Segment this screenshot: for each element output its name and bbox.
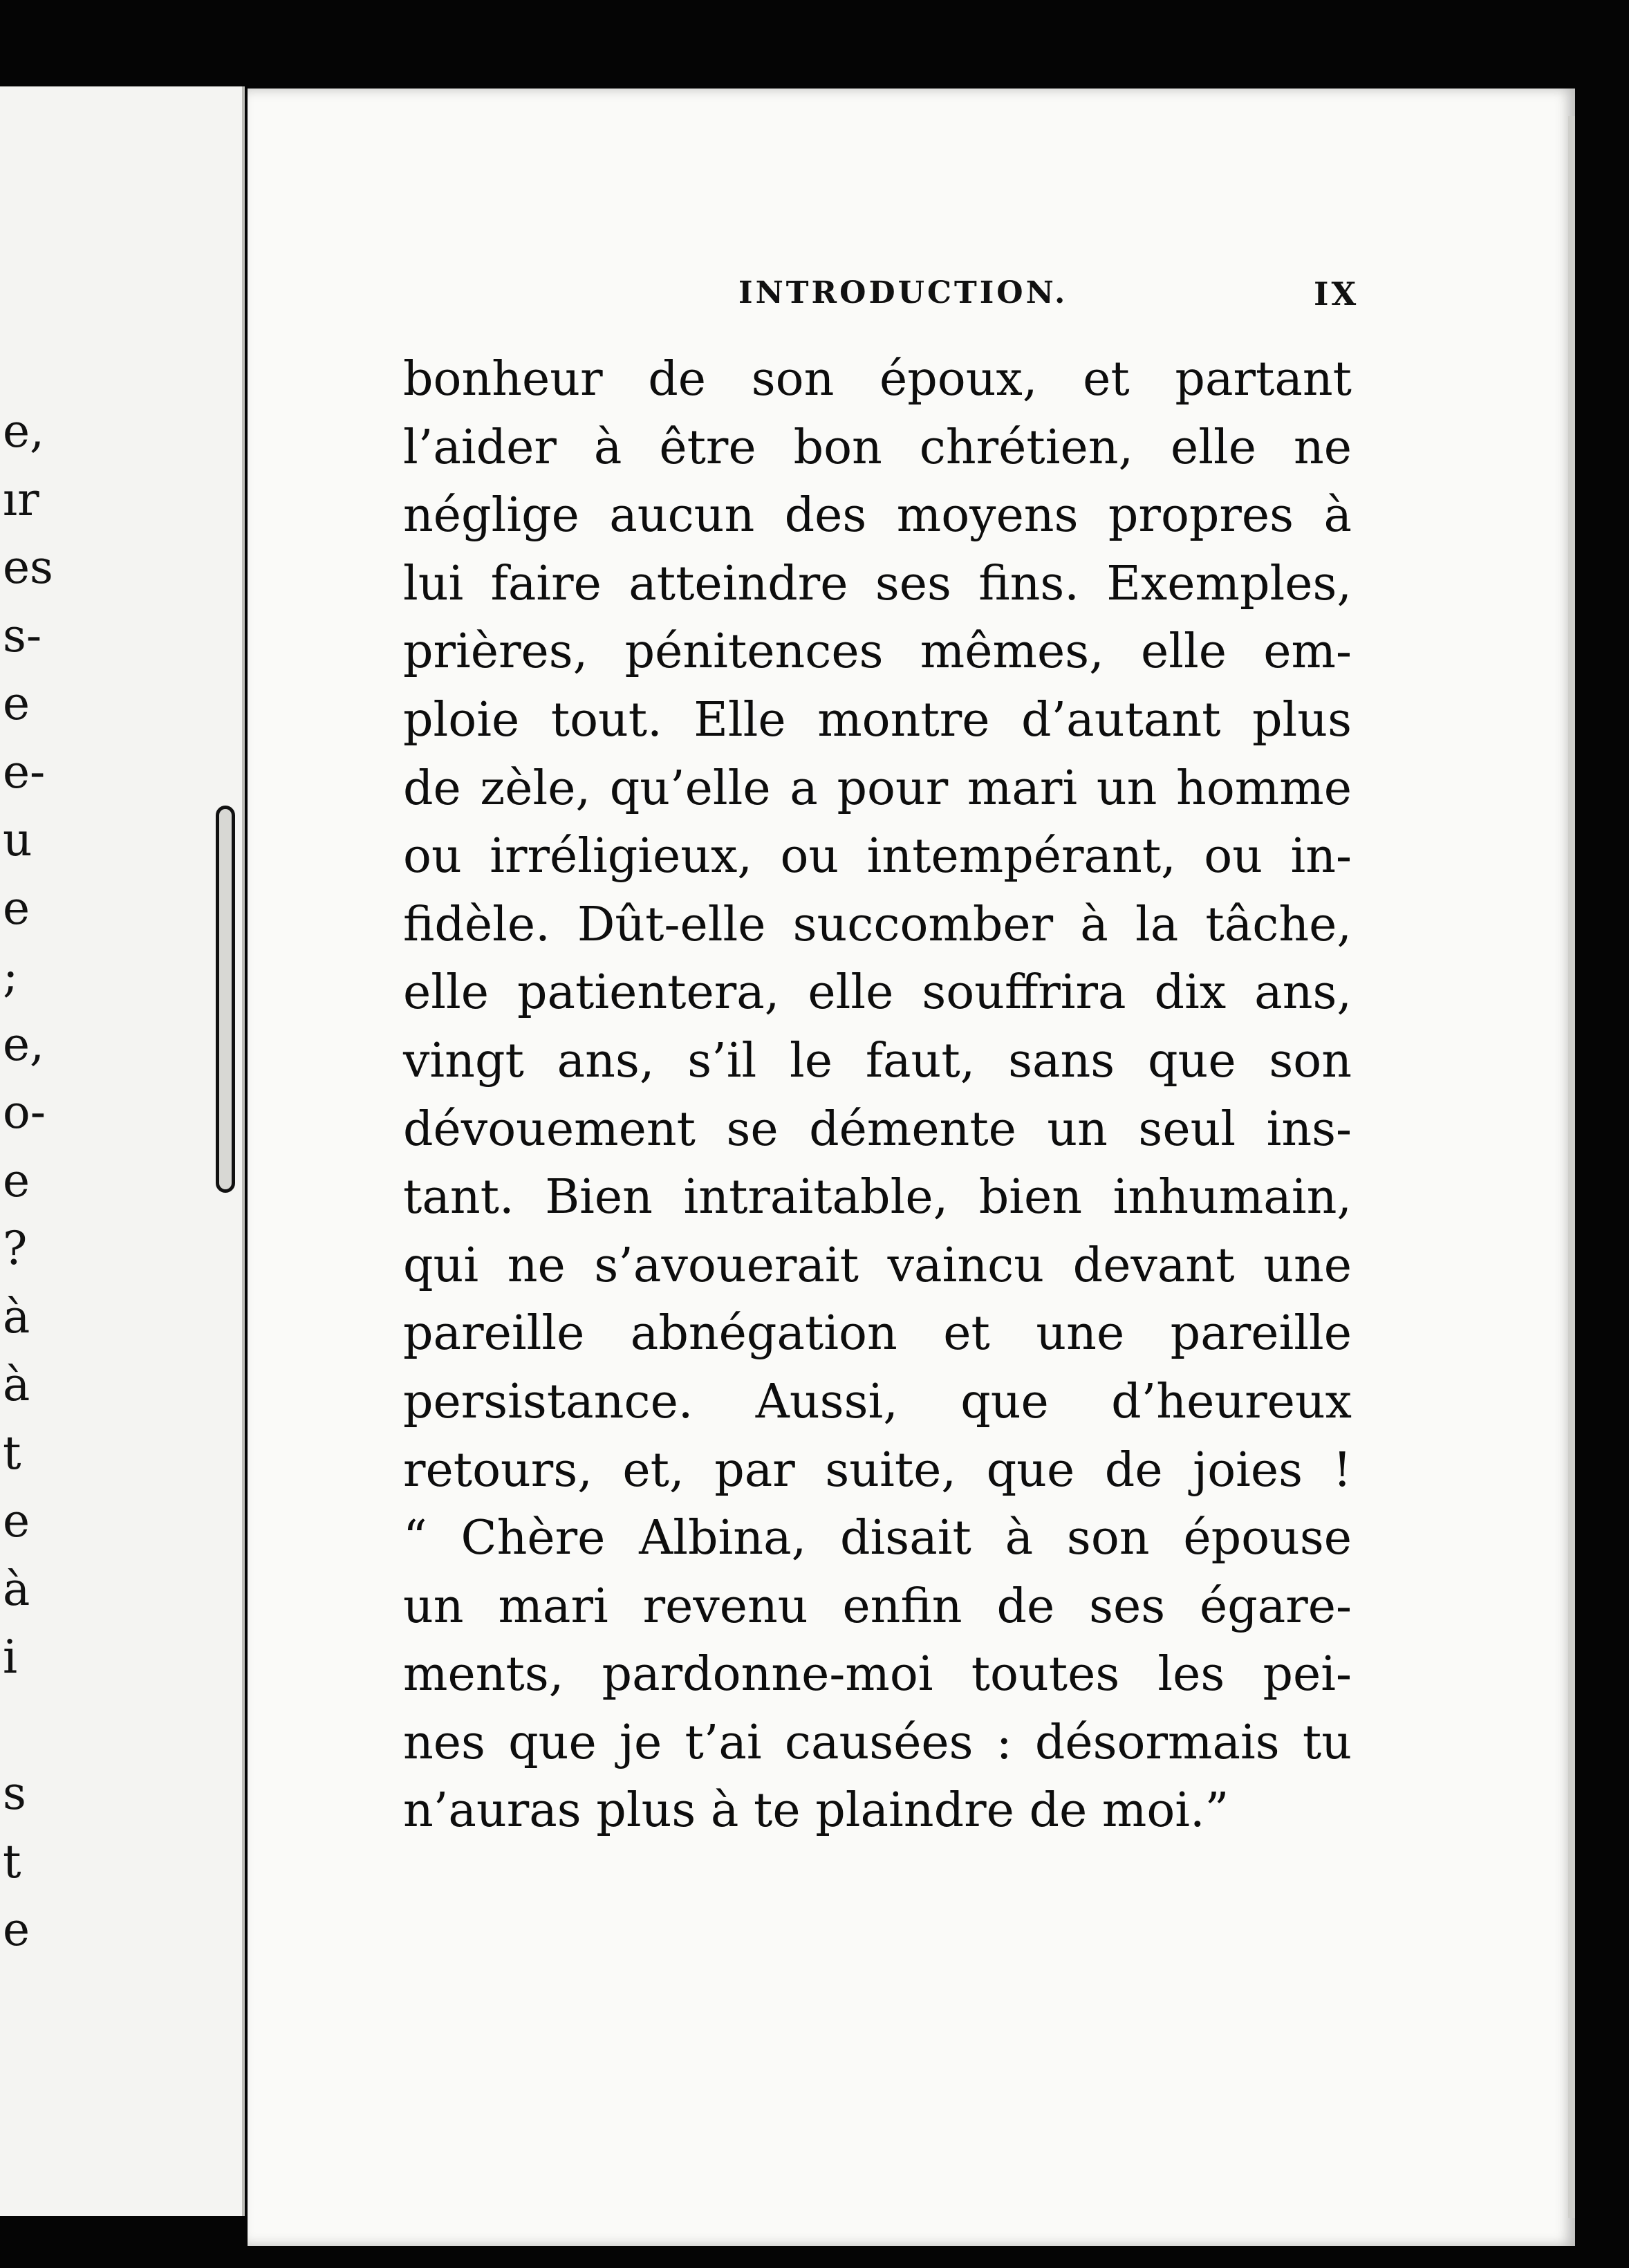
- text-line: “ Chère Albina, disait à son épouse: [403, 1511, 1352, 1566]
- text-line: n’auras plus à te plaindre de moi.”: [403, 1783, 1229, 1839]
- text-line: retours, et, par suite, que de joies !: [403, 1442, 1352, 1498]
- text-line: ploie tout. Elle montre d’autant plus: [403, 692, 1352, 747]
- previous-page-line-endings: [0, 398, 86, 1964]
- previous-page-line-ending: e-: [3, 745, 46, 799]
- previous-page-line-ending: i: [3, 1630, 18, 1684]
- text-line: prières, pénitences mêmes, elle em-: [403, 624, 1352, 680]
- previous-page-line-ending: ır: [3, 472, 39, 526]
- text-line: pareille abnégation et une pareille: [403, 1306, 1352, 1361]
- previous-page-line-ending: e: [3, 881, 30, 935]
- text-line: de zèle, qu’elle a pour mari un homme: [403, 761, 1352, 816]
- running-title: INTRODUCTION.: [738, 275, 1068, 310]
- previous-page-line-ending: à: [3, 1290, 30, 1344]
- previous-page-line-ending: e: [3, 1494, 30, 1547]
- text-line: ou irréligieux, ou intempérant, ou in-: [403, 829, 1352, 884]
- text-line: bonheur de son époux, et partant: [403, 352, 1352, 407]
- text-line: un mari revenu enfin de ses égare-: [403, 1579, 1352, 1634]
- previous-page-line-ending: o-: [3, 1086, 46, 1139]
- previous-page-line-ending: ?: [3, 1222, 28, 1275]
- page-edge: [1568, 116, 1575, 2218]
- body-paragraph: [403, 346, 1352, 1846]
- running-header: [248, 275, 1575, 331]
- text-line: elle patientera, elle souffrira dix ans,: [403, 965, 1352, 1021]
- previous-page-line-ending: t: [3, 1834, 21, 1888]
- previous-page-fragment: [0, 86, 245, 2216]
- previous-page-line-ending: e,: [3, 1017, 45, 1071]
- previous-page-line-ending: e: [3, 1153, 30, 1207]
- binding-tab: [216, 806, 235, 1193]
- text-line: tant. Bien intraitable, bien inhumain,: [403, 1170, 1352, 1225]
- previous-page-line-ending: à: [3, 1358, 30, 1411]
- previous-page-line-ending: s-: [3, 608, 42, 662]
- text-line: qui ne s’avouerait vaincu devant une: [403, 1238, 1352, 1293]
- previous-page-line-ending: u: [3, 813, 32, 866]
- text-line: vingt ans, s’il le faut, sans que son: [403, 1033, 1352, 1088]
- text-line: fidèle. Dût-elle succomber à la tâche,: [403, 897, 1352, 952]
- text-line: persistance. Aussi, que d’heureux: [403, 1374, 1352, 1429]
- previous-page-line-ending: ;: [3, 949, 19, 1003]
- previous-page-line-ending: es: [3, 541, 53, 594]
- previous-page-line-ending: à: [3, 1562, 30, 1616]
- previous-page-line-ending: e,: [3, 405, 45, 458]
- text-line: l’aider à être bon chrétien, elle ne: [403, 420, 1352, 475]
- previous-page-line-ending: e: [3, 1903, 30, 1956]
- previous-page-line-ending: e: [3, 677, 30, 730]
- previous-page-line-ending: s: [3, 1767, 26, 1820]
- text-line: néglige aucun des moyens propres à: [403, 488, 1352, 543]
- previous-page-line-ending: [3, 1692, 86, 1760]
- book-page: [248, 89, 1575, 2246]
- text-line: lui faire atteindre ses fins. Exemples,: [403, 556, 1352, 611]
- text-line: ments, pardonne-moi toutes les pei-: [403, 1647, 1352, 1702]
- text-line: nes que je t’ai causées : désormais tu: [403, 1715, 1352, 1770]
- previous-page-line-ending: t: [3, 1426, 21, 1480]
- text-line: dévouement se démente un seul ins-: [403, 1102, 1352, 1157]
- page-number: IX: [1314, 275, 1359, 313]
